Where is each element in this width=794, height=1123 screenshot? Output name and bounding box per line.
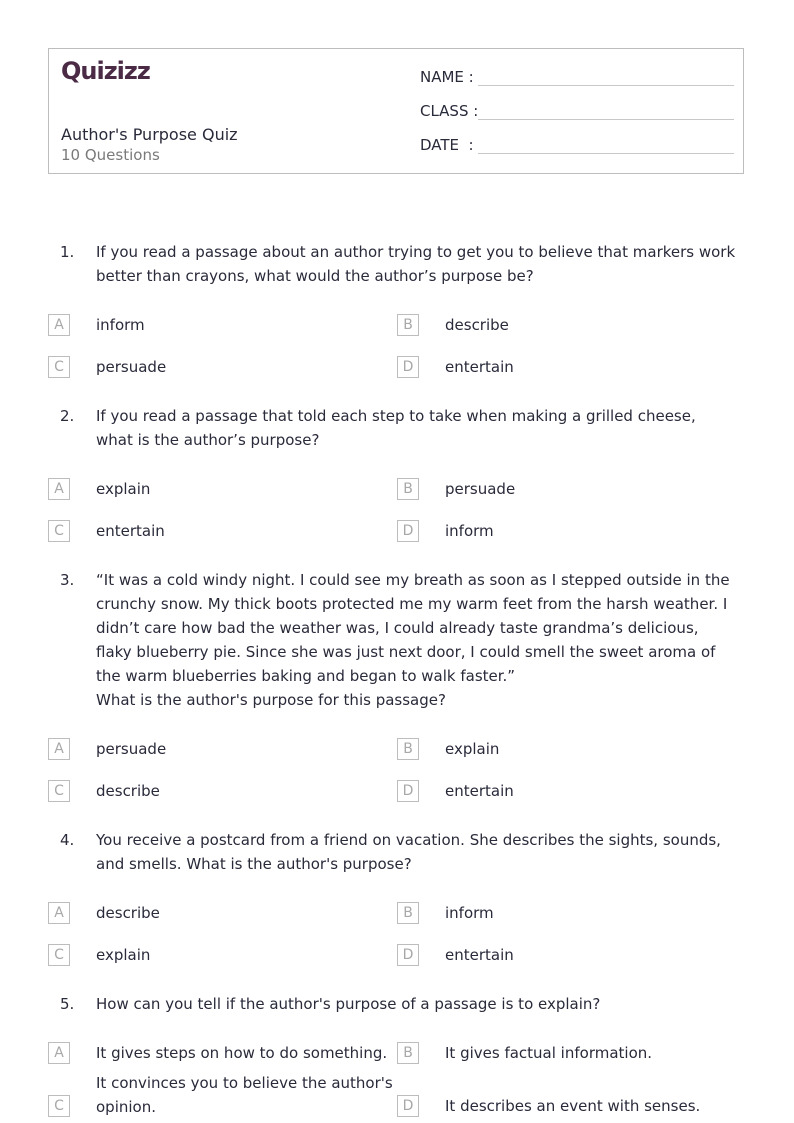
question-text: If you read a passage that told each step to take when making a grilled cheese, what is the author’s purpose? <box>96 407 696 449</box>
date-label: DATE : <box>420 136 474 154</box>
option-d[interactable] <box>397 943 514 967</box>
class-line[interactable] <box>478 103 734 120</box>
option-a[interactable] <box>48 1041 388 1065</box>
question-text: You receive a postcard from a friend on vacation. She describes the sights, sounds, and smells. What is the author's purpose? <box>96 831 721 873</box>
option-letter-box: D <box>397 356 419 378</box>
option-letter-box: C <box>48 520 70 542</box>
name-line[interactable] <box>478 69 734 86</box>
option-c[interactable] <box>48 943 151 967</box>
option-letter-box: D <box>397 944 419 966</box>
date-line[interactable] <box>478 137 734 154</box>
option-letter-box: D <box>397 1095 419 1117</box>
option-text: inform <box>445 522 494 540</box>
question-count: 10 Questions <box>61 146 160 164</box>
option-letter-box: C <box>48 780 70 802</box>
option-text: explain <box>96 480 151 498</box>
option-c[interactable] <box>48 779 160 803</box>
option-text: explain <box>96 946 151 964</box>
option-letter-box: A <box>48 902 70 924</box>
option-text: It describes an event with senses. <box>445 1097 701 1115</box>
option-c[interactable] <box>48 355 167 379</box>
option-b[interactable] <box>397 313 509 337</box>
option-letter-box: A <box>48 738 70 760</box>
option-text: describe <box>96 782 160 800</box>
question-text: How can you tell if the author's purpose of a passage is to explain? <box>96 995 601 1013</box>
worksheet-header <box>48 48 744 174</box>
option-c[interactable] <box>48 519 165 543</box>
class-field <box>420 102 734 120</box>
option-letter-box: C <box>48 944 70 966</box>
class-label: CLASS : <box>420 102 479 120</box>
quizizz-logo: Quizizz <box>61 57 150 85</box>
question-text: If you read a passage about an author trying to get you to believe that markers work better than crayons, what would the author’s purpose be? <box>96 243 736 285</box>
option-letter-box: D <box>397 520 419 542</box>
option-text: describe <box>445 316 509 334</box>
option-text: persuade <box>96 358 167 376</box>
option-letter-box: B <box>397 314 419 336</box>
option-letter-box: D <box>397 780 419 802</box>
option-text: persuade <box>96 740 167 758</box>
question-text: “It was a cold windy night. I could see my breath as soon as I stepped outside in the crunchy snow. My thick boots protected me my warm feet from the harsh weather. I didn’t care how bad the weather was, I could already taste grandma’s delicious, flaky blueberry pie. Since she was just next door, I could smell the sweet aroma of the warm blueberries baking and began to walk faster.” What is the author's purpose for this passage? <box>96 571 730 709</box>
option-b[interactable] <box>397 477 516 501</box>
option-d[interactable] <box>397 519 494 543</box>
option-letter-box: B <box>397 478 419 500</box>
option-d[interactable] <box>397 1094 701 1118</box>
option-text: inform <box>96 316 145 334</box>
option-a[interactable] <box>48 313 145 337</box>
option-text: entertain <box>445 782 514 800</box>
name-field <box>420 68 734 86</box>
option-text: entertain <box>445 358 514 376</box>
question-number: 4. <box>60 831 75 849</box>
option-text: It gives steps on how to do something. <box>96 1044 388 1062</box>
option-text: inform <box>445 904 494 922</box>
option-b[interactable] <box>397 901 494 925</box>
option-a[interactable] <box>48 737 167 761</box>
option-text: entertain <box>96 522 165 540</box>
option-letter-box: B <box>397 738 419 760</box>
question-number: 2. <box>60 407 75 425</box>
option-letter-box: C <box>48 1095 70 1117</box>
question-number: 1. <box>60 243 75 261</box>
option-text: entertain <box>445 946 514 964</box>
option-text: explain <box>445 740 500 758</box>
question-number: 3. <box>60 571 75 589</box>
option-b[interactable] <box>397 737 500 761</box>
quiz-title: Author's Purpose Quiz <box>61 125 238 144</box>
option-a[interactable] <box>48 477 151 501</box>
question-number: 5. <box>60 995 75 1013</box>
option-letter-box: B <box>397 902 419 924</box>
option-letter-box: B <box>397 1042 419 1064</box>
option-text: It gives factual information. <box>445 1044 653 1062</box>
date-field <box>420 136 734 154</box>
option-letter-box: A <box>48 1042 70 1064</box>
option-text: It convinces you to believe the author's opinion. <box>96 1074 393 1116</box>
name-label: NAME : <box>420 68 474 86</box>
option-a[interactable] <box>48 901 160 925</box>
option-d[interactable] <box>397 355 514 379</box>
option-text: describe <box>96 904 160 922</box>
option-letter-box: A <box>48 314 70 336</box>
option-letter-box: C <box>48 356 70 378</box>
option-d[interactable] <box>397 779 514 803</box>
option-text: persuade <box>445 480 516 498</box>
option-letter-box: A <box>48 478 70 500</box>
option-c[interactable] <box>48 1074 393 1118</box>
option-b[interactable] <box>397 1041 653 1065</box>
